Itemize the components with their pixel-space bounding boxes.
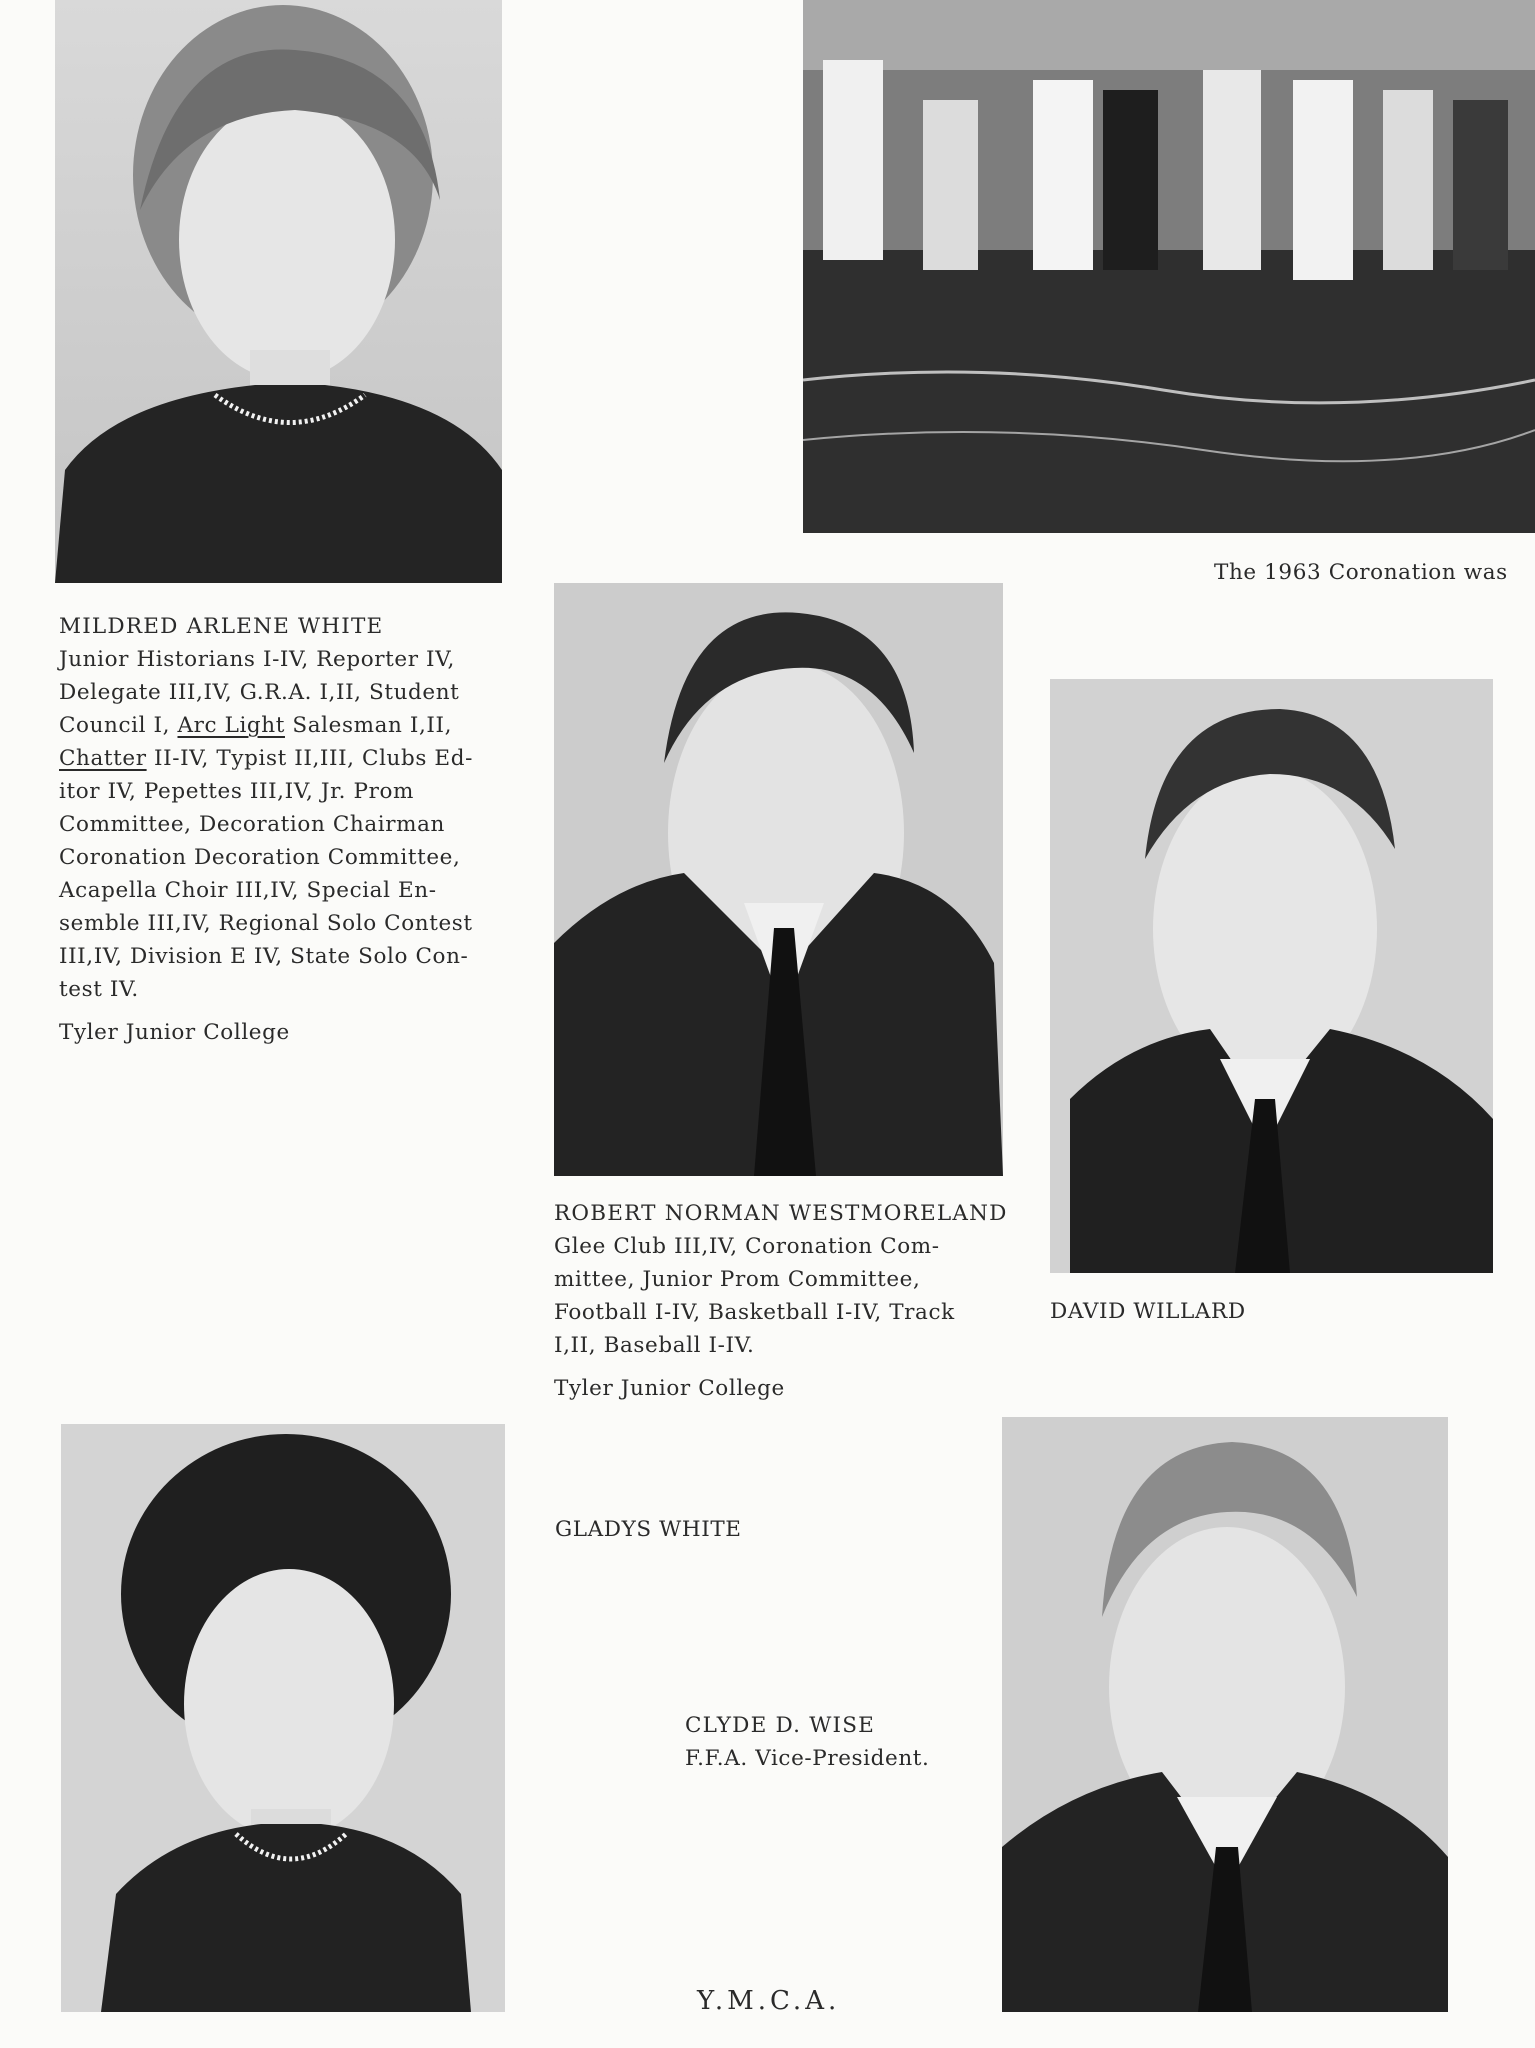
- coronation-photo: [803, 0, 1535, 533]
- student-activities: [59, 643, 473, 1006]
- student-name: MILDRED ARLENE WHITE: [59, 614, 384, 639]
- student-college: Tyler Junior College: [554, 1376, 785, 1401]
- activity-line: I,II, Baseball I-IV.: [554, 1333, 755, 1358]
- activity-line: Football I-IV, Basketball I-IV, Track: [554, 1300, 955, 1325]
- portrait-david-willard: [1050, 679, 1493, 1273]
- activity-line: III,IV, Division E IV, State Solo Con-: [59, 944, 469, 969]
- activity-line: test IV.: [59, 977, 139, 1002]
- activity-line: Council I, Arc Light Salesman I,II,: [59, 713, 453, 738]
- activity-line: semble III,IV, Regional Solo Contest: [59, 911, 473, 936]
- portrait-clyde-wise: [1002, 1417, 1448, 2012]
- activity-line: Junior Historians I-IV, Reporter IV,: [59, 647, 455, 672]
- coronation-caption: The 1963 Coronation was: [1214, 560, 1508, 585]
- activity-line: mittee, Junior Prom Committee,: [554, 1267, 921, 1292]
- portrait-gladys-white: [61, 1424, 505, 2012]
- activity-line: Chatter II-IV, Typist II,III, Clubs Ed-: [59, 746, 473, 771]
- mildred-white-bio: [59, 610, 473, 1049]
- david-willard-name: DAVID WILLARD: [1050, 1299, 1246, 1324]
- portrait-robert-westmoreland: [554, 583, 1003, 1176]
- activity-line: Glee Club III,IV, Coronation Com-: [554, 1234, 940, 1259]
- activity-line: Delegate III,IV, G.R.A. I,II, Student: [59, 680, 460, 705]
- gladys-white-name: GLADYS WHITE: [555, 1517, 742, 1542]
- clyde-wise-bio: [685, 1709, 929, 1775]
- portrait-mildred-white: [55, 0, 502, 583]
- robert-westmoreland-bio: [554, 1197, 1008, 1405]
- student-name: ROBERT NORMAN WESTMORELAND: [554, 1201, 1008, 1226]
- publication-title: Chatter: [59, 746, 147, 771]
- activity-line: Coronation Decoration Committee,: [59, 845, 461, 870]
- activity-line: Committee, Decoration Chairman: [59, 812, 445, 837]
- student-name: CLYDE D. WISE: [685, 1713, 876, 1738]
- activity-line: itor IV, Pepettes III,IV, Jr. Prom: [59, 779, 415, 804]
- activity-line: Acapella Choir III,IV, Special En-: [59, 878, 437, 903]
- page-footer: Y.M.C.A.: [697, 1986, 841, 2016]
- student-college: Tyler Junior College: [59, 1020, 290, 1045]
- student-activities: F.F.A. Vice-President.: [685, 1746, 930, 1771]
- publication-title: Arc Light: [177, 713, 285, 738]
- student-activities: [554, 1230, 1008, 1362]
